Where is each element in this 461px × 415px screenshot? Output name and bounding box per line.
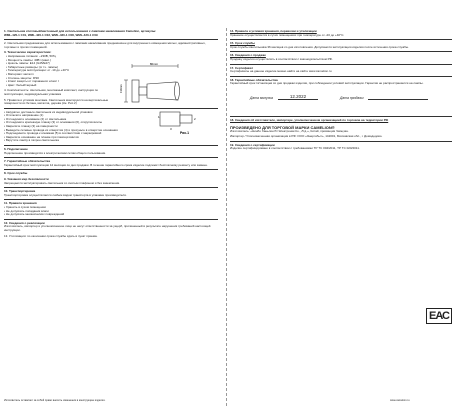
section-10: Транспортировка осуществляется любым видом транспорта в упаковке производителя. bbox=[4, 193, 127, 197]
diagram-label-1: 1 bbox=[158, 115, 160, 119]
manufacturer-info: Изготовитель: «Нинбо Ханьлин Ю Электроник Ко., Лтд.», Китай, провинция Чжэцзян. bbox=[230, 129, 349, 133]
date-block bbox=[230, 92, 452, 114]
section-12: Изготовитель, импортер и уполномоченное лицо не несут ответственности за ущерб, причиненный в результате нарушения требований настоящей инструкции. bbox=[4, 225, 211, 232]
divider bbox=[230, 39, 452, 40]
spec-item: • Температура эксплуатации: от -10 до +40°С bbox=[6, 69, 70, 73]
section-15-title: 15. Срок службы bbox=[230, 42, 255, 46]
sale-date-label: Дата продажи bbox=[340, 95, 364, 100]
dim-side-label: 130mm bbox=[120, 84, 123, 93]
dim-top-label: 80mm bbox=[149, 62, 159, 66]
install-step: • Аккуратно достаньте светильник из индивидуальной упаковки bbox=[4, 110, 93, 114]
divider bbox=[4, 187, 218, 188]
spec-item: • Цвет: белый/черный bbox=[6, 83, 37, 87]
section-18-title: 18. Гарантийные обязательства bbox=[230, 78, 278, 82]
section-18: Гарантийный срок 12 месяцев со дня продажи изделия, при соблюдении условий эксплуатации. Гарантия не распространяется на лампы. bbox=[230, 82, 424, 86]
section-17-title: 17. Сертификат bbox=[230, 66, 254, 70]
specs-list bbox=[6, 55, 114, 87]
section-9-title: 9. Указания мер безопасности bbox=[4, 178, 49, 181]
install-step: • Отсоедините основание (2) от светильника bbox=[4, 117, 67, 121]
section-2: 2. Светильник предназначен для использования с лампами накаливания предназначен для внутреннего освещения жилых, административных, торговых и прочих помещений. bbox=[4, 42, 206, 49]
spec-item: • Мощность лампы: 40Вт (макс.) bbox=[6, 58, 51, 62]
eac-mark: ЕАС bbox=[426, 308, 452, 324]
divider bbox=[230, 51, 452, 52]
divider bbox=[4, 157, 218, 158]
install-step: • Вкрутите лампу в патрон светильника bbox=[4, 139, 59, 143]
section-1: 1. Светильник спотовый/настенный для использования с лампами накаливания Camelion, артикулы: bbox=[4, 30, 157, 33]
spec-item: • Материал: металл bbox=[6, 72, 34, 76]
section-1-models: WML-420-1 C01, WML-420-1 C02, WML-420-1 C08, WML-420-1 C09 bbox=[4, 33, 98, 37]
divider bbox=[230, 141, 452, 142]
section-12-title: 12. Сведения о реализации bbox=[4, 221, 45, 225]
section-16-title: 16. Сведения о продаже bbox=[230, 54, 266, 58]
left-footer: Изготовитель оставляет за собой право вносить изменения в конструкцию изделия. bbox=[4, 399, 106, 402]
storage-item: • Хранить в сухом помещении bbox=[4, 205, 46, 209]
column-divider bbox=[226, 28, 227, 406]
section-11-title: 11. Правила хранения bbox=[4, 202, 37, 206]
install-step: • Отключите напряжение (1) bbox=[4, 114, 44, 118]
storage-list bbox=[4, 206, 222, 217]
section-14-title: 14. Правила и условия хранения, перевозки и утилизации bbox=[230, 30, 317, 33]
divider bbox=[4, 219, 218, 220]
right-column bbox=[230, 30, 452, 322]
spec-item: • Напряжение питания: ~230В, 50Гц bbox=[6, 54, 57, 58]
storage-item: • Не допускать попадания влаги bbox=[4, 209, 49, 213]
section-16: Продажу изделия осуществлять в соответствии с законодательством РФ. bbox=[230, 57, 333, 61]
certification-info: Изделие сертифицировано в соответствии с требованиями ТР ТС 004/2011, ТР ТС 020/2011. bbox=[230, 147, 360, 151]
install-step: • Выведите сетевые провода из отверстия (4) и просуньте в отверстие основания bbox=[4, 128, 118, 132]
diagram-label-3: 3 bbox=[170, 127, 172, 131]
install-step: • Закрепите основание на планке при помощи винтов bbox=[4, 135, 79, 139]
section-17: Сертификаты на данное изделие можно найти на сайте www.camelion.ru bbox=[230, 70, 332, 74]
install-step: • Закрепите планку (3) на поверхности bbox=[4, 125, 58, 129]
section-13: 13. Утилизация: по окончании срока службы сдать в пункт приема. bbox=[4, 234, 98, 238]
divider bbox=[4, 39, 218, 40]
spec-item: • Класс защиты от поражения: класс I bbox=[6, 80, 59, 84]
section-15: Срок службы светильника 36 месяцев со дня изготовления. Допускается эксплуатация изделия после истечения срока службы. bbox=[230, 45, 409, 49]
release-date-label: Дата выпуска bbox=[250, 95, 273, 100]
section-5: 5. Правила и условия монтажа. Светильник монтируется на вертикальные поверхности из бетона, металла, дерева (см. Рис.2) bbox=[4, 98, 109, 106]
figure-caption: Рис.1 bbox=[180, 131, 190, 135]
spec-item: • Степень защиты: IP20 bbox=[6, 76, 39, 80]
sale-date-field bbox=[368, 99, 428, 100]
certification-title: 19. Сведения о сертификации bbox=[230, 143, 275, 147]
install-step: • Отсоедините крепежную планку (3) от основания (6), открутив винты bbox=[4, 121, 103, 125]
divider bbox=[230, 76, 452, 77]
release-date-value: 12.2022 bbox=[278, 94, 318, 100]
section-6-title: 6. Подключение bbox=[4, 148, 28, 152]
storage-item: • Не допускать механических повреждений bbox=[4, 213, 65, 217]
lamp-diagram bbox=[118, 60, 216, 140]
section-7: Гарантийный срок эксплуатации 12 месяцев со дня продажи. В течение гарантийного срока изделие подлежит бесплатному ремонту или замене. bbox=[4, 163, 208, 167]
diagram-label-2: 2 bbox=[194, 117, 196, 121]
spec-item: • Цоколь лампы: E14 (G45/E27) bbox=[6, 62, 50, 66]
right-footer: www.camelion.ru bbox=[390, 399, 410, 402]
section-9: Запрещается эксплуатировать светильник со снятым плафоном и без заземления. bbox=[4, 181, 120, 185]
importer-info: Импортер / Уполномоченная организация в РФ: ООО «Энергобыт», 142001, Московская обл., г. Домодедово. bbox=[230, 135, 383, 139]
divider bbox=[230, 64, 452, 65]
importer-title: 18. Сведения об изготовителе, импортере, уполномоченном организацией по торговле на территории РФ bbox=[230, 118, 389, 122]
section-8-title: 8. Срок службы bbox=[4, 172, 28, 176]
section-10-title: 10. Транспортировка bbox=[4, 190, 36, 194]
produced-for: ПРОИЗВЕДЕНО ДЛЯ ТОРГОВОЙ МАРКИ CAMELION® bbox=[230, 124, 335, 130]
divider bbox=[230, 116, 452, 117]
divider bbox=[4, 169, 218, 170]
divider bbox=[4, 199, 218, 200]
section-7-title: 7. Гарантийные обязательства bbox=[4, 160, 51, 164]
divider bbox=[4, 145, 218, 146]
spec-item: • Габаритные размеры: (в т.ч. лампы) bbox=[6, 65, 59, 69]
section-14: Хранение осуществляется в сухих помещениях при температуре от -20 до +40°С. bbox=[230, 33, 345, 37]
section-6: Подключение производится к электрическим сетям общего пользования. bbox=[4, 151, 107, 155]
section-3-title: 3. Технические характеристики: bbox=[4, 51, 52, 55]
section-4: 4. Комплектность: светильник, монтажный комплект, инструкция по эксплуатации, индивидуальная упаковка bbox=[4, 89, 99, 96]
lamp-drawing bbox=[118, 60, 216, 140]
install-step: • Подсоедините провода к клеммам (5) в соответствии с маркировкой bbox=[4, 132, 102, 136]
